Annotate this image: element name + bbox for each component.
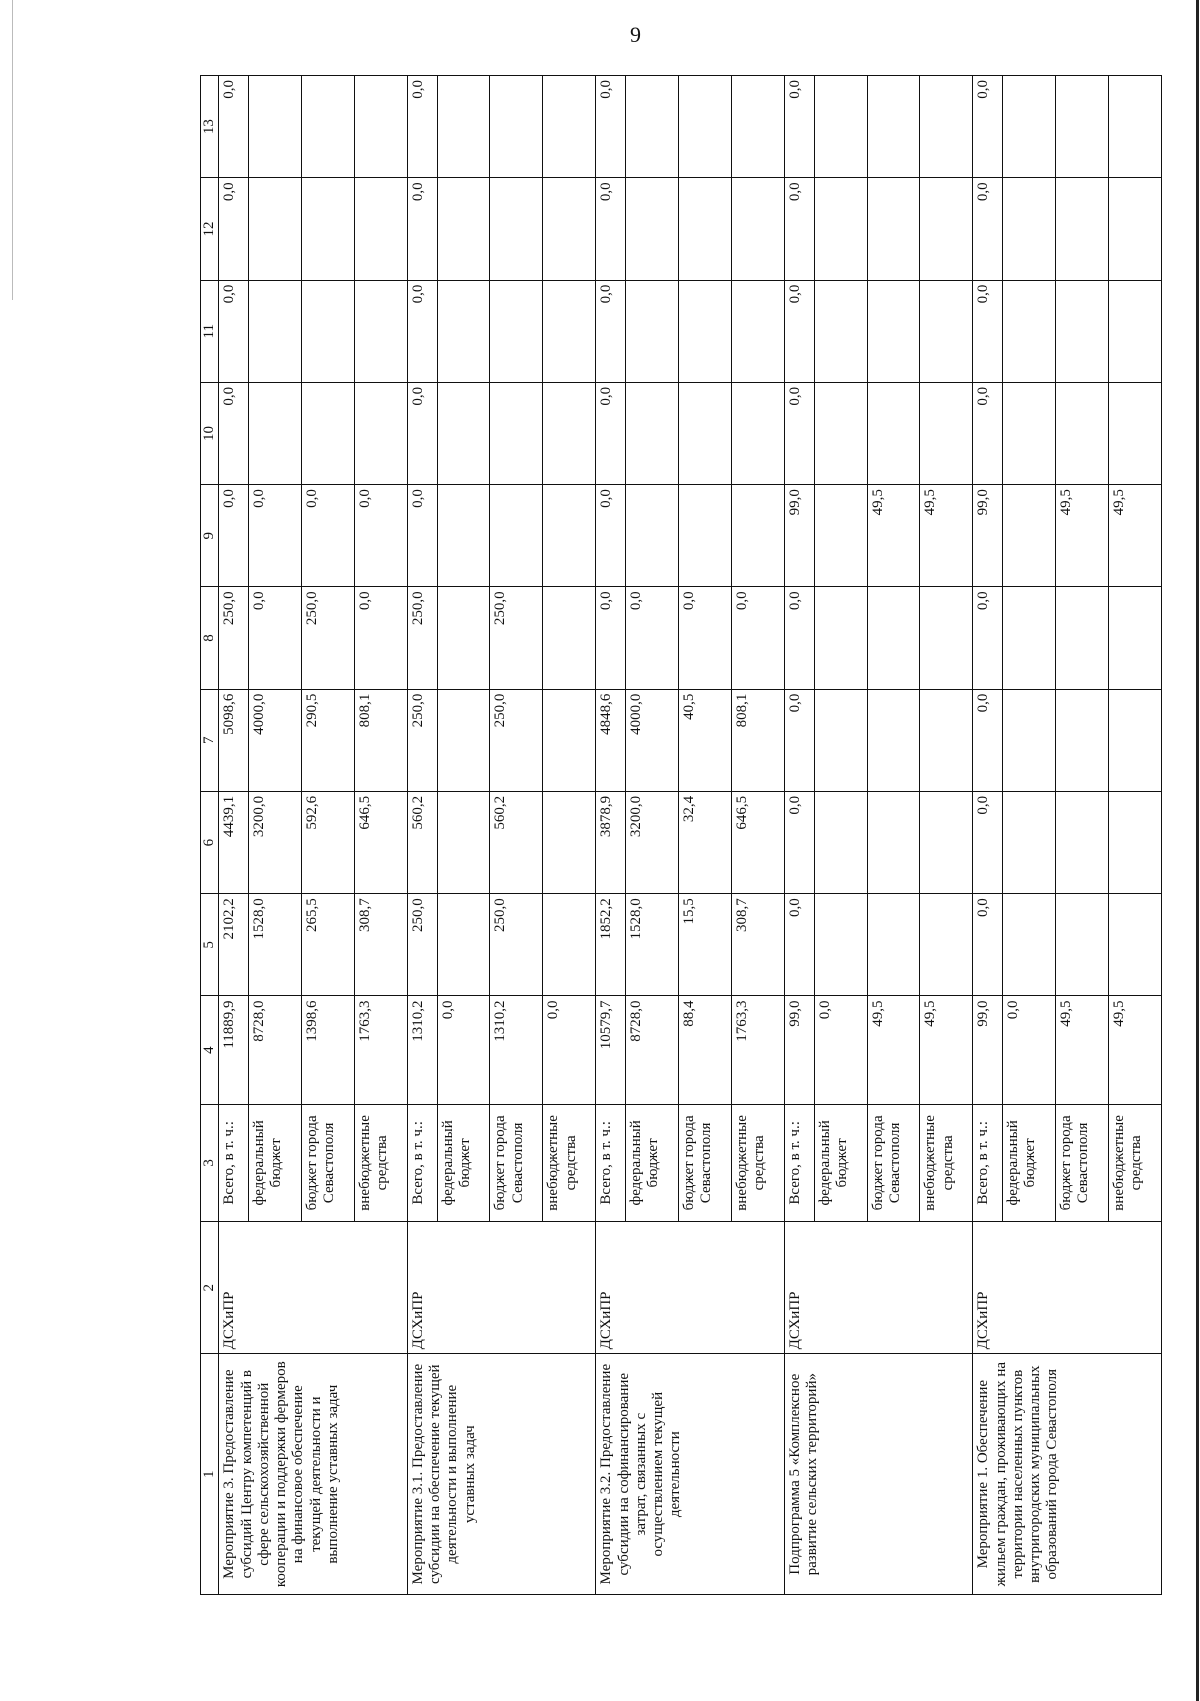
value-cell: 0,0 (596, 76, 626, 178)
value-cell: 4848,6 (596, 689, 626, 791)
value-cell (354, 382, 407, 484)
value-cell (1056, 587, 1109, 689)
value-cell (437, 894, 490, 996)
value-cell (626, 178, 679, 280)
value-cell (920, 587, 973, 689)
value-cell: 5098,6 (219, 689, 249, 791)
value-cell (1003, 280, 1056, 382)
value-cell: 250,0 (490, 894, 543, 996)
value-cell (626, 485, 679, 587)
section-total-row (596, 76, 626, 1595)
value-cell (814, 587, 867, 689)
funding-source: бюджет города Севастополя (867, 1104, 920, 1221)
value-cell: 0,0 (596, 485, 626, 587)
value-cell: 250,0 (407, 689, 437, 791)
column-number: 10 (201, 382, 219, 484)
section-title: Мероприятие 1. Обеспечение жильем граждан, проживающих на территории населенных пунктов внутригородских муниципальных образований города Севастополя (973, 1354, 1162, 1595)
page-edge-line (1196, 0, 1199, 1701)
value-cell: 308,7 (354, 894, 407, 996)
value-cell: 0,0 (784, 382, 814, 484)
value-cell: 250,0 (407, 587, 437, 689)
value-cell: 2102,2 (219, 894, 249, 996)
value-cell: 0,0 (596, 280, 626, 382)
value-cell (814, 280, 867, 382)
value-cell (1108, 178, 1161, 280)
value-cell: 0,0 (626, 587, 679, 689)
funding-source: бюджет города Севастополя (678, 1104, 731, 1221)
value-cell (437, 587, 490, 689)
value-cell: 646,5 (354, 791, 407, 893)
table-body (201, 76, 1162, 1595)
column-number-row (201, 76, 219, 1595)
value-cell: 0,0 (407, 485, 437, 587)
value-cell: 0,0 (437, 996, 490, 1104)
section-total-row (219, 76, 249, 1595)
value-cell (1003, 382, 1056, 484)
value-cell (437, 76, 490, 178)
value-cell: 1398,6 (301, 996, 354, 1104)
funding-source: внебюджетные средства (354, 1104, 407, 1221)
value-cell (731, 280, 784, 382)
value-cell (1056, 382, 1109, 484)
value-cell: 0,0 (973, 280, 1003, 382)
rotated-table-wrapper (200, 75, 1162, 1595)
value-cell: 49,5 (867, 485, 920, 587)
value-cell (626, 382, 679, 484)
value-cell (867, 791, 920, 893)
section-total-row (973, 76, 1003, 1595)
column-number: 13 (201, 76, 219, 178)
value-cell (814, 76, 867, 178)
value-cell: 0,0 (596, 587, 626, 689)
value-cell: 3200,0 (626, 791, 679, 893)
value-cell (626, 76, 679, 178)
funding-source: Всего, в т. ч.: (219, 1104, 249, 1221)
value-cell (490, 178, 543, 280)
value-cell: 3200,0 (249, 791, 302, 893)
value-cell: 1528,0 (626, 894, 679, 996)
value-cell: 0,0 (219, 280, 249, 382)
section-total-row (784, 76, 814, 1595)
value-cell: 308,7 (731, 894, 784, 996)
value-cell (543, 689, 596, 791)
value-cell: 560,2 (490, 791, 543, 893)
value-cell (867, 587, 920, 689)
section-title: Мероприятие 3.2. Предоставление субсидии на софинансирование затрат, связанных с осуществлением текущей деятельности (596, 1354, 785, 1595)
funding-source: бюджет города Севастополя (1056, 1104, 1109, 1221)
value-cell (490, 485, 543, 587)
value-cell: 0,0 (543, 996, 596, 1104)
value-cell: 49,5 (1108, 996, 1161, 1104)
value-cell (543, 382, 596, 484)
value-cell: 0,0 (407, 280, 437, 382)
value-cell (437, 280, 490, 382)
value-cell (437, 485, 490, 587)
funding-source: федеральный бюджет (249, 1104, 302, 1221)
value-cell (249, 280, 302, 382)
value-cell: 49,5 (1108, 485, 1161, 587)
value-cell (814, 485, 867, 587)
value-cell (249, 76, 302, 178)
column-number: 4 (201, 996, 219, 1104)
value-cell (814, 791, 867, 893)
value-cell (543, 485, 596, 587)
value-cell: 0,0 (784, 791, 814, 893)
value-cell: 99,0 (973, 996, 1003, 1104)
section-title: Мероприятие 3.1. Предоставление субсидии на обеспечение текущей деятельности и выполнение уставных задач (407, 1354, 596, 1595)
value-cell: 0,0 (973, 382, 1003, 484)
value-cell: 1310,2 (490, 996, 543, 1104)
value-cell: 0,0 (678, 587, 731, 689)
value-cell (920, 894, 973, 996)
value-cell (1003, 689, 1056, 791)
section-title: Мероприятие 3. Предоставление субсидий Центру компетенций в сфере сельскохозяйственной кооперации и поддержки фермеров на финансовое обеспечение текущей деятельности и выполнение уставных задач (219, 1354, 408, 1595)
funding-source: Всего, в т. ч.: (784, 1104, 814, 1221)
value-cell (301, 280, 354, 382)
value-cell: 49,5 (920, 996, 973, 1104)
value-cell: 265,5 (301, 894, 354, 996)
value-cell: 646,5 (731, 791, 784, 893)
value-cell (490, 76, 543, 178)
value-cell (354, 178, 407, 280)
value-cell (867, 178, 920, 280)
value-cell (1003, 76, 1056, 178)
value-cell (301, 178, 354, 280)
value-cell (731, 76, 784, 178)
value-cell (678, 280, 731, 382)
value-cell: 250,0 (219, 587, 249, 689)
value-cell: 0,0 (354, 587, 407, 689)
funding-source: федеральный бюджет (437, 1104, 490, 1221)
value-cell (1003, 178, 1056, 280)
funding-source: внебюджетные средства (543, 1104, 596, 1221)
value-cell: 1763,3 (731, 996, 784, 1104)
value-cell (301, 76, 354, 178)
value-cell (678, 76, 731, 178)
value-cell (1108, 382, 1161, 484)
value-cell (1056, 689, 1109, 791)
value-cell: 32,4 (678, 791, 731, 893)
value-cell (867, 382, 920, 484)
column-number: 7 (201, 689, 219, 791)
value-cell: 0,0 (784, 587, 814, 689)
value-cell (867, 280, 920, 382)
value-cell (543, 280, 596, 382)
value-cell: 0,0 (219, 76, 249, 178)
value-cell (814, 689, 867, 791)
value-cell: 1763,3 (354, 996, 407, 1104)
value-cell: 99,0 (784, 485, 814, 587)
value-cell: 250,0 (407, 894, 437, 996)
value-cell (437, 382, 490, 484)
funding-source: федеральный бюджет (626, 1104, 679, 1221)
value-cell (1056, 178, 1109, 280)
value-cell: 0,0 (973, 76, 1003, 178)
value-cell: 1310,2 (407, 996, 437, 1104)
funding-source: бюджет города Севастополя (490, 1104, 543, 1221)
value-cell (920, 382, 973, 484)
budget-table (200, 75, 1162, 1595)
value-cell (1108, 587, 1161, 689)
value-cell: 0,0 (219, 485, 249, 587)
column-number: 3 (201, 1104, 219, 1221)
value-cell: 15,5 (678, 894, 731, 996)
value-cell: 0,0 (973, 587, 1003, 689)
section-executor: ДСХиПР (973, 1222, 1162, 1354)
value-cell (920, 178, 973, 280)
value-cell: 8728,0 (626, 996, 679, 1104)
value-cell: 49,5 (1056, 996, 1109, 1104)
value-cell (543, 178, 596, 280)
value-cell (731, 178, 784, 280)
value-cell (354, 76, 407, 178)
value-cell: 8728,0 (249, 996, 302, 1104)
value-cell (437, 689, 490, 791)
value-cell: 1852,2 (596, 894, 626, 996)
value-cell (437, 791, 490, 893)
value-cell (543, 894, 596, 996)
value-cell: 49,5 (867, 996, 920, 1104)
value-cell: 88,4 (678, 996, 731, 1104)
value-cell (490, 382, 543, 484)
value-cell: 49,5 (920, 485, 973, 587)
value-cell: 40,5 (678, 689, 731, 791)
column-number: 2 (201, 1222, 219, 1354)
column-number: 9 (201, 485, 219, 587)
value-cell: 0,0 (784, 689, 814, 791)
value-cell (814, 178, 867, 280)
value-cell (543, 76, 596, 178)
value-cell (1108, 689, 1161, 791)
section-executor: ДСХиПР (784, 1222, 973, 1354)
value-cell: 0,0 (784, 894, 814, 996)
value-cell (920, 689, 973, 791)
value-cell: 99,0 (784, 996, 814, 1104)
value-cell (1003, 894, 1056, 996)
value-cell (1003, 485, 1056, 587)
value-cell (249, 382, 302, 484)
value-cell: 11889,9 (219, 996, 249, 1104)
column-number: 8 (201, 587, 219, 689)
value-cell: 0,0 (249, 485, 302, 587)
value-cell: 0,0 (973, 894, 1003, 996)
value-cell: 1528,0 (249, 894, 302, 996)
value-cell (920, 76, 973, 178)
column-number: 6 (201, 791, 219, 893)
value-cell: 0,0 (973, 689, 1003, 791)
column-number: 1 (201, 1354, 219, 1595)
value-cell: 0,0 (784, 76, 814, 178)
value-cell: 0,0 (731, 587, 784, 689)
page-number: 9 (630, 22, 641, 47)
value-cell (1056, 76, 1109, 178)
value-cell: 250,0 (490, 587, 543, 689)
funding-source: внебюджетные средства (920, 1104, 973, 1221)
column-number: 11 (201, 280, 219, 382)
value-cell (731, 485, 784, 587)
funding-source: внебюджетные средства (1108, 1104, 1161, 1221)
value-cell: 290,5 (301, 689, 354, 791)
value-cell: 0,0 (784, 178, 814, 280)
value-cell (543, 791, 596, 893)
funding-source: Всего, в т. ч.: (596, 1104, 626, 1221)
section-executor: ДСХиПР (596, 1222, 785, 1354)
value-cell (867, 689, 920, 791)
value-cell (920, 791, 973, 893)
value-cell (1108, 894, 1161, 996)
value-cell: 560,2 (407, 791, 437, 893)
value-cell: 4000,0 (626, 689, 679, 791)
value-cell: 250,0 (490, 689, 543, 791)
value-cell: 0,0 (407, 382, 437, 484)
value-cell: 592,6 (301, 791, 354, 893)
funding-source: федеральный бюджет (814, 1104, 867, 1221)
section-executor: ДСХиПР (407, 1222, 596, 1354)
value-cell (490, 280, 543, 382)
value-cell: 808,1 (731, 689, 784, 791)
value-cell: 99,0 (973, 485, 1003, 587)
column-number: 12 (201, 178, 219, 280)
value-cell: 4439,1 (219, 791, 249, 893)
rotated-table-frame (200, 75, 1162, 1595)
value-cell (867, 894, 920, 996)
value-cell: 0,0 (407, 76, 437, 178)
value-cell: 0,0 (249, 587, 302, 689)
value-cell: 250,0 (301, 587, 354, 689)
value-cell (1108, 76, 1161, 178)
value-cell: 0,0 (973, 178, 1003, 280)
value-cell: 0,0 (354, 485, 407, 587)
funding-source: Всего, в т. ч.: (407, 1104, 437, 1221)
funding-source: внебюджетные средства (731, 1104, 784, 1221)
value-cell (867, 76, 920, 178)
value-cell: 0,0 (1003, 996, 1056, 1104)
funding-source: федеральный бюджет (1003, 1104, 1056, 1221)
value-cell (354, 280, 407, 382)
value-cell: 0,0 (596, 382, 626, 484)
section-title: Подпрограмма 5 «Комплексное развитие сельских территорий» (784, 1354, 973, 1595)
value-cell (814, 382, 867, 484)
value-cell: 0,0 (814, 996, 867, 1104)
value-cell (1056, 280, 1109, 382)
value-cell: 0,0 (973, 791, 1003, 893)
value-cell (543, 587, 596, 689)
value-cell: 10579,7 (596, 996, 626, 1104)
value-cell: 0,0 (407, 178, 437, 280)
value-cell (814, 894, 867, 996)
value-cell (1108, 280, 1161, 382)
section-total-row (407, 76, 437, 1595)
value-cell (1108, 791, 1161, 893)
value-cell (1056, 791, 1109, 893)
value-cell (1056, 894, 1109, 996)
value-cell (678, 485, 731, 587)
value-cell (920, 280, 973, 382)
column-number: 5 (201, 894, 219, 996)
binder-line (12, 0, 13, 300)
section-executor: ДСХиПР (219, 1222, 408, 1354)
value-cell: 0,0 (784, 280, 814, 382)
value-cell (731, 382, 784, 484)
funding-source: Всего, в т. ч.: (973, 1104, 1003, 1221)
value-cell (678, 178, 731, 280)
value-cell (249, 178, 302, 280)
value-cell (437, 178, 490, 280)
value-cell (301, 382, 354, 484)
value-cell: 0,0 (301, 485, 354, 587)
value-cell: 4000,0 (249, 689, 302, 791)
value-cell (1003, 587, 1056, 689)
funding-source: бюджет города Севастополя (301, 1104, 354, 1221)
value-cell: 0,0 (219, 178, 249, 280)
value-cell: 3878,9 (596, 791, 626, 893)
value-cell: 0,0 (596, 178, 626, 280)
value-cell (678, 382, 731, 484)
value-cell (1003, 791, 1056, 893)
value-cell (626, 280, 679, 382)
value-cell: 0,0 (219, 382, 249, 484)
value-cell: 808,1 (354, 689, 407, 791)
value-cell: 49,5 (1056, 485, 1109, 587)
